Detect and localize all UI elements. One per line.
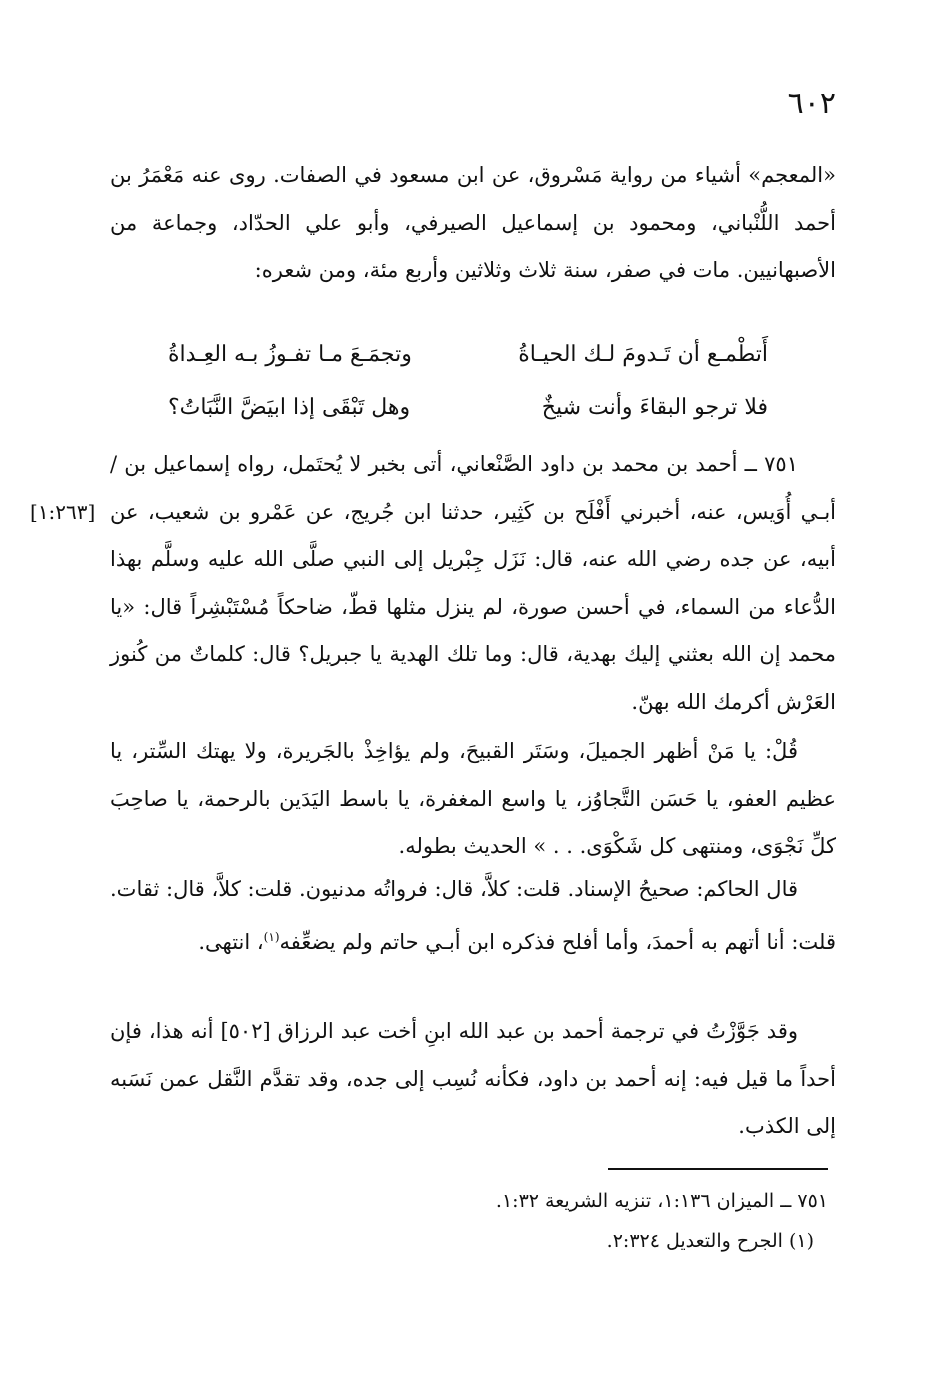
verse-2-second-hemistich: وهل تَبْقَى إذا ابيَضَّ النَّبَاتُ؟ xyxy=(168,395,411,420)
hakim-text xyxy=(110,866,836,966)
hakim-tail: ، انتهى. xyxy=(198,929,264,954)
entry-751-text: ٧٥١ ــ أحمد بن محمد بن داود الصَّنْعاني، أتى بخبر لا يُحتَمل، رواه إسماعيل بن / أبـي أُوَيس، عنه، أخبرني أَفْلَح بن كَثِير، حدثنا ابن جُريج، عن عَمْرو بن شعيب، عن أبيه، عن جده رضي الله عنه، قال: نَزَل جِبْريل إلى النبي صلَّى الله عليه وسلَّم بهذا الدُّعاء من السماء، في أحسن صورة، لم ينزل مثلها قطّ، ضاحكاً مُسْتَبْشِراً قال: «يا محمد إن الله بعثني إليك بهدية، قال: وما تلك الهدية يا جبريل؟ قال: كلماتٌ من كُنوز العَرْش أكرمك الله بهنّ. xyxy=(110,452,836,714)
entry-751 xyxy=(110,441,836,726)
final-paragraph xyxy=(110,1008,836,1151)
poem xyxy=(168,328,768,434)
verse-1-first-hemistich: أَتطْمـع أن تَـدومَ لـك الحيـاةُ xyxy=(518,342,768,367)
verse-2-first-hemistich: فلا ترجو البقاءَ وأنت شيخٌ xyxy=(541,395,768,420)
footnote-divider xyxy=(608,1168,828,1170)
dua-text: قُلْ: يا مَنْ أظهر الجميلَ، وسَتَر القبيحَ، ولم يؤاخِذْ بالجَريرة، ولا يهتك السِّتر، يا عظيم العفو، يا حَسَن التَّجاوُز، يا واسع المغفرة، يا باسط اليَدَين بالرحمة، يا صاحِبَ كلِّ نَجْوَى، ومنتهى كل شَكْوَى. . . » الحديث بطوله. xyxy=(110,739,836,858)
hakim-paragraph xyxy=(110,866,836,966)
footnote-1: ٧٥١ ــ الميزان ١:١٣٦، تنزيه الشريعة ١:٣٢. xyxy=(495,1190,828,1212)
poem-line-1 xyxy=(168,328,768,381)
footnote-2: (١) الجرح والتعديل ٢:٣٢٤. xyxy=(606,1230,814,1252)
verse-1-second-hemistich: وتجمَـعَ مـا تفـوزُ بـه العِـداةُ xyxy=(168,342,412,367)
hakim-body: قال الحاكم: صحيحُ الإسناد. قلت: كلاَّ، قال: فرواتُه مدنيون. قلت: كلاَّ، قال: ثقات. قلت: أنا أتهم به أحمدَ، وأما أفلح فذكره ابن أبـي حاتم ولم يضعِّفه xyxy=(110,877,836,954)
footnote-marker: (١) xyxy=(263,929,280,944)
page-number: ٦٠٢ xyxy=(787,86,836,121)
paragraph-intro xyxy=(110,152,836,295)
intro-text: «المعجم» أشياء من رواية مَسْروق، عن ابن مسعود في الصفات. روى عنه مَعْمَرُ بن أحمد اللُّنْباني، ومحمود بن إسماعيل الصيرفي، وأبو علي الحدّاد، وجماعة من الأصبهانيين. مات في صفر، سنة ثلاث وثلاثين وأربع مئة، ومن شعره: xyxy=(110,163,836,282)
footnotes xyxy=(128,1181,828,1261)
dua-paragraph xyxy=(110,728,836,871)
margin-reference: [١:٢٦٣] xyxy=(30,500,96,524)
final-text: وقد جَوَّزْتُ في ترجمة أحمد بن عبد الله ابنِ أخت عبد الرزاق [٥٠٢] أنه هذا، فإن أحداً ما قيل فيه: إنه أحمد بن داود، فكأنه نُسِب إلى جده، وقد تقدَّم النَّقل عمن نَسَبه إلى الكذب. xyxy=(110,1019,836,1138)
poem-line-2 xyxy=(168,381,768,434)
